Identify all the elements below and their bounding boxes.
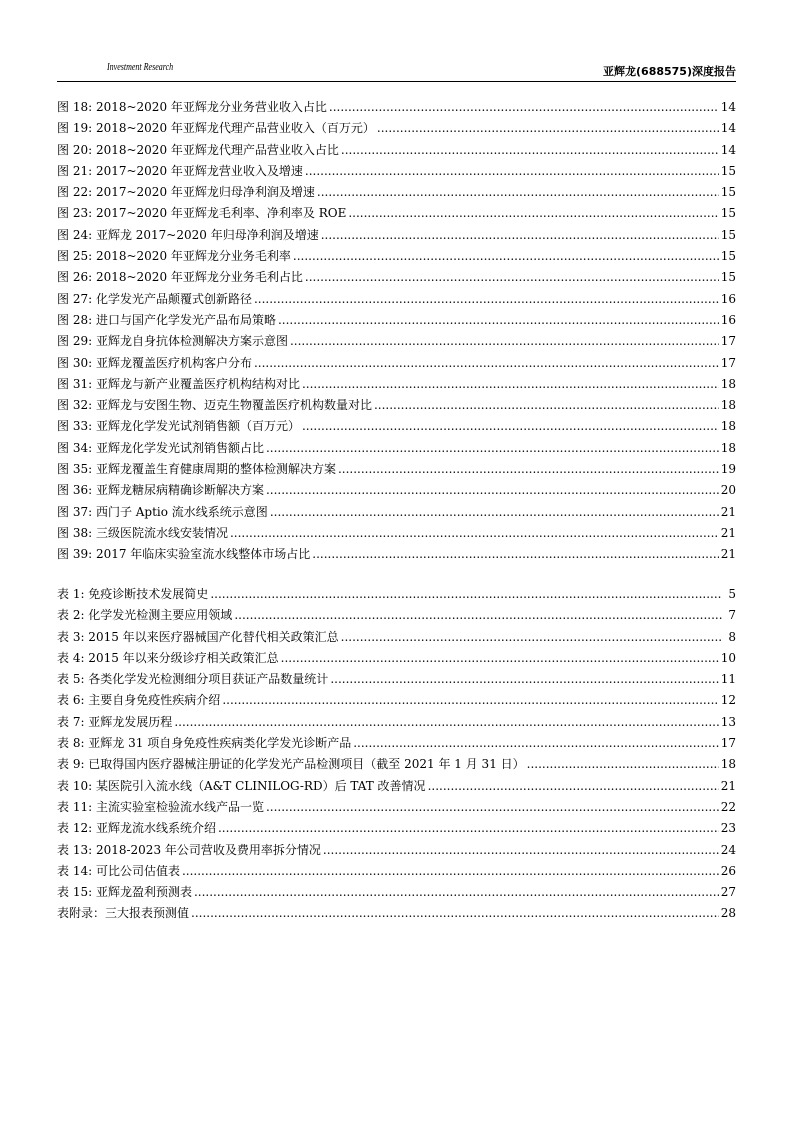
table-toc-entry[interactable]: [57, 712, 736, 733]
figure-toc-entry[interactable]: [57, 438, 736, 459]
dot-leader: [374, 395, 719, 416]
toc-entry-label: 图 34: 亚辉龙化学发光试剂销售额占比: [57, 440, 264, 455]
table-toc-entry[interactable]: [57, 627, 736, 648]
toc-page-number: 21: [720, 525, 736, 540]
dot-leader: [312, 544, 718, 565]
toc-entry-label: 表 11: 主流实验室检验流水线产品一览: [57, 799, 264, 814]
dot-leader: [293, 246, 719, 267]
toc-page-number: 15: [720, 185, 736, 200]
toc-entry-label: 表 7: 亚辉龙发展历程: [57, 714, 173, 729]
dot-leader: [266, 480, 719, 501]
figure-toc-entry[interactable]: [57, 225, 736, 246]
toc-entry-label: 表 9: 已取得国内医疗器械注册证的化学发光产品检测项目（截至 2021 年 1 月 31 日）: [57, 757, 525, 772]
toc-entry-label: 表 14: 可比公司估值表: [57, 863, 180, 878]
dot-leader: [323, 840, 719, 861]
dot-leader: [377, 118, 719, 139]
toc-entry-label: 表 12: 亚辉龙流水线系统介绍: [57, 821, 216, 836]
figure-toc-entry[interactable]: [57, 140, 736, 161]
table-toc-entry[interactable]: [57, 648, 736, 669]
toc-page-number: 23: [720, 821, 736, 836]
dot-leader: [330, 669, 718, 690]
table-toc-entry[interactable]: [57, 882, 736, 903]
toc-page-number: 17: [720, 736, 736, 751]
dot-leader: [222, 690, 718, 711]
table-list: [57, 584, 736, 925]
toc-page-number: 22: [720, 799, 736, 814]
figure-toc-entry[interactable]: [57, 374, 736, 395]
dot-leader: [254, 353, 719, 374]
dot-leader: [234, 605, 722, 626]
table-toc-entry[interactable]: [57, 776, 736, 797]
figure-toc-entry[interactable]: [57, 161, 736, 182]
dot-leader: [266, 438, 719, 459]
toc-page-number: 21: [720, 778, 736, 793]
table-toc-entry[interactable]: [57, 733, 736, 754]
toc-entry-label: 图 29: 亚辉龙自身抗体检测解决方案示意图: [57, 334, 288, 349]
figure-toc-entry[interactable]: [57, 203, 736, 224]
toc-page-number: 15: [720, 227, 736, 242]
dot-leader: [254, 289, 719, 310]
toc-page-number: 15: [720, 249, 736, 264]
toc-entry-label: 表 13: 2018-2023 年公司营收及费用率拆分情况: [57, 842, 321, 857]
figure-toc-entry[interactable]: [57, 182, 736, 203]
toc-page-number: 15: [720, 206, 736, 221]
figure-toc-entry[interactable]: [57, 353, 736, 374]
toc-page-number: 26: [720, 863, 736, 878]
toc-entry-label: 图 35: 亚辉龙覆盖生育健康周期的整体检测解决方案: [57, 462, 336, 477]
toc-page-number: 28: [720, 906, 736, 921]
table-toc-entry[interactable]: [57, 584, 736, 605]
toc-entry-label: 表 10: 某医院引入流水线（A&T CLINILOG-RD）后 TAT 改善情况: [57, 778, 426, 793]
table-toc-entry[interactable]: [57, 903, 736, 924]
toc-page-number: 18: [720, 376, 736, 391]
figure-toc-entry[interactable]: [57, 331, 736, 352]
dot-leader: [278, 310, 719, 331]
header-divider: [57, 81, 736, 82]
brand-logo-text: Investment Research: [107, 62, 174, 73]
table-toc-entry[interactable]: [57, 669, 736, 690]
toc-entry-label: 图 23: 2017~2020 年亚辉龙毛利率、净利率及 ROE: [57, 206, 347, 221]
dot-leader: [210, 584, 722, 605]
toc-entry-label: 图 30: 亚辉龙覆盖医疗机构客户分布: [57, 355, 252, 370]
toc-page-number: 5: [728, 587, 736, 601]
toc-page-number: 15: [720, 270, 736, 285]
toc-entry-label: 图 31: 亚辉龙与新产业覆盖医疗机构结构对比: [57, 376, 300, 391]
toc-page-number: 18: [720, 440, 736, 455]
figure-toc-entry[interactable]: [57, 289, 736, 310]
toc-entry-label: 表附录：三大报表预测值: [57, 906, 190, 921]
dot-leader: [305, 267, 719, 288]
dot-leader: [230, 523, 719, 544]
toc-page-number: 12: [720, 693, 736, 708]
table-toc-entry[interactable]: [57, 605, 736, 626]
dot-leader: [527, 754, 719, 775]
figure-toc-entry[interactable]: [57, 310, 736, 331]
toc-entry-label: 图 21: 2017~2020 年亚辉龙营业收入及增速: [57, 163, 303, 178]
dot-leader: [305, 161, 719, 182]
dot-leader: [218, 818, 719, 839]
toc-page-number: 21: [720, 504, 736, 519]
toc-entry-label: 表 4: 2015 年以来分级诊疗相关政策汇总: [57, 650, 279, 665]
toc-page-number: 7: [728, 608, 736, 623]
toc-entry-label: 表 8: 亚辉龙 31 项自身免疫性疾病类化学发光诊断产品: [57, 736, 352, 751]
dot-leader: [317, 182, 719, 203]
toc-entry-label: 图 22: 2017~2020 年亚辉龙归母净利润及增速: [57, 185, 315, 200]
figure-toc-entry[interactable]: [57, 118, 736, 139]
toc-entry-label: 图 27: 化学发光产品颠覆式创新路径: [57, 291, 252, 306]
toc-entry-label: 图 19: 2018~2020 年亚辉龙代理产品营业收入（百万元）: [57, 121, 375, 136]
toc-page-number: 13: [720, 714, 736, 729]
toc-entry-label: 图 20: 2018~2020 年亚辉龙代理产品营业收入占比: [57, 142, 339, 157]
toc-entry-label: 表 1: 免疫诊断技术发展简史: [57, 587, 209, 601]
toc-page-number: 16: [720, 291, 736, 306]
toc-entry-label: 图 37: 西门子 Aptio 流水线系统示意图: [57, 504, 268, 519]
table-toc-entry[interactable]: [57, 818, 736, 839]
toc-page-number: 17: [720, 334, 736, 349]
toc-page-number: 18: [720, 419, 736, 434]
table-toc-entry[interactable]: [57, 840, 736, 861]
toc-page-number: 10: [720, 650, 736, 665]
toc-page-number: 11: [720, 672, 736, 687]
toc-entry-label: 表 2: 化学发光检测主要应用领域: [57, 608, 233, 623]
toc-page-number: 17: [720, 355, 736, 370]
toc-entry-label: 图 39: 2017 年临床实验室流水线整体市场占比: [57, 547, 311, 562]
toc-entry-label: 图 26: 2018~2020 年亚辉龙分业务毛利占比: [57, 270, 303, 285]
figure-toc-entry[interactable]: [57, 502, 736, 523]
toc-page-number: 24: [720, 842, 736, 857]
figure-toc-entry[interactable]: [57, 416, 736, 437]
dot-leader: [321, 225, 719, 246]
toc-page-number: 16: [720, 312, 736, 327]
toc-entry-label: 图 32: 亚辉龙与安图生物、迈克生物覆盖医疗机构数量对比: [57, 398, 372, 413]
dot-leader: [428, 776, 719, 797]
toc-entry-label: 表 3: 2015 年以来医疗器械国产化替代相关政策汇总: [57, 629, 339, 644]
dot-leader: [194, 882, 719, 903]
dot-leader: [182, 861, 719, 882]
toc-entry-label: 图 36: 亚辉龙糖尿病精确诊断解决方案: [57, 483, 264, 498]
toc-page-number: 18: [720, 757, 736, 772]
dot-leader: [353, 733, 719, 754]
report-title: 亚辉龙(688575)深度报告: [603, 65, 736, 78]
toc-page-number: 27: [720, 885, 736, 900]
dot-leader: [302, 374, 719, 395]
dot-leader: [290, 331, 719, 352]
toc-entry-label: 图 24: 亚辉龙 2017~2020 年归母净利润及增速: [57, 227, 319, 242]
table-toc-entry[interactable]: [57, 754, 736, 775]
figure-toc-entry[interactable]: [57, 246, 736, 267]
toc-entry-label: 表 6: 主要自身免疫性疾病介绍: [57, 693, 221, 708]
figure-toc-entry[interactable]: [57, 267, 736, 288]
dot-leader: [266, 797, 719, 818]
figure-toc-entry[interactable]: [57, 97, 736, 118]
dot-leader: [302, 416, 719, 437]
table-toc-entry[interactable]: [57, 690, 736, 711]
toc-entry-label: 表 5: 各类化学发光检测细分项目获证产品数量统计: [57, 672, 329, 687]
toc-page-number: 14: [720, 121, 736, 136]
toc-page-number: 14: [720, 100, 736, 114]
toc-page-number: 20: [720, 483, 736, 498]
table-toc-entry[interactable]: [57, 861, 736, 882]
toc-entry-label: 图 25: 2018~2020 年亚辉龙分业务毛利率: [57, 249, 291, 264]
figure-list: [57, 97, 736, 566]
toc-entry-label: 图 33: 亚辉龙化学发光试剂销售额（百万元）: [57, 419, 300, 434]
dot-leader: [341, 140, 719, 161]
toc-entry-label: 表 15: 亚辉龙盈利预测表: [57, 885, 192, 900]
dot-leader: [338, 459, 719, 480]
toc-page-number: 18: [720, 398, 736, 413]
dot-leader: [348, 203, 718, 224]
toc-entry-label: 图 18: 2018~2020 年亚辉龙分业务营业收入占比: [57, 100, 327, 114]
dot-leader: [174, 712, 718, 733]
dot-leader: [341, 627, 722, 648]
figure-toc-entry[interactable]: [57, 395, 736, 416]
toc-entry-label: 图 28: 进口与国产化学发光产品布局策略: [57, 312, 276, 327]
toc-page-number: 15: [720, 163, 736, 178]
dot-leader: [270, 502, 719, 523]
toc-page-number: 21: [720, 547, 736, 562]
table-toc-entry[interactable]: [57, 797, 736, 818]
figure-toc-entry[interactable]: [57, 544, 736, 565]
toc-page-number: 8: [728, 629, 736, 644]
dot-leader: [329, 97, 719, 118]
toc-entry-label: 图 38: 三级医院流水线安装情况: [57, 525, 228, 540]
toc-page-number: 14: [720, 142, 736, 157]
page-header: [57, 60, 736, 82]
toc-page-number: 19: [720, 462, 736, 477]
dot-leader: [191, 903, 719, 924]
figure-toc-entry[interactable]: [57, 480, 736, 501]
figure-toc-entry[interactable]: [57, 523, 736, 544]
dot-leader: [281, 648, 719, 669]
figure-toc-entry[interactable]: [57, 459, 736, 480]
